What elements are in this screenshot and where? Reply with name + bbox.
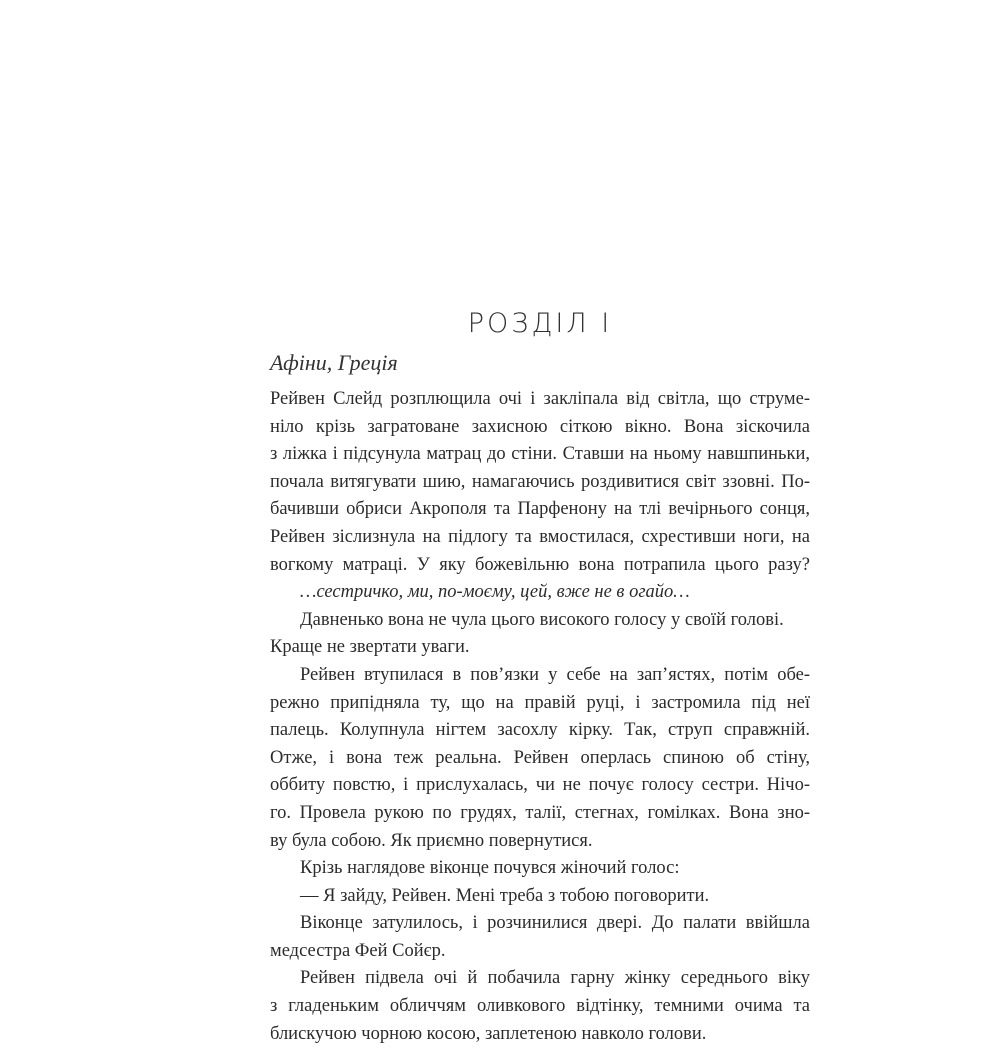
text-line: Отже, і вона теж реальна. Рейвен оперлась спиною об стіну, xyxy=(270,747,810,768)
chapter-body xyxy=(270,386,810,1048)
text-line: з гладеньким обличчям оливкового відтінку, темними очима та xyxy=(270,996,810,1017)
text-line: Рейвен Слейд розплющила очі і закліпала від світла, що струме- xyxy=(270,389,810,409)
text-line: бачивши обриси Акрополя та Парфенону на тлі вечірнього сонця, xyxy=(270,499,810,520)
text-line: Крізь наглядове віконце почувся жіночий голос: xyxy=(300,858,680,879)
text-line: медсестра Фей Сойєр. xyxy=(270,940,446,961)
chapter-title: РОЗДІЛ I xyxy=(467,308,613,339)
text-line: з ліжка і підсунула матрац до стіни. Ставши на ньому навшпиньки, xyxy=(270,444,810,465)
text-line: — Я зайду, Рейвен. Мені треба з тобою поговорити. xyxy=(300,885,710,906)
text-line: оббиту повстю, і прислухалась, чи не почує голосу сестри. Нічо- xyxy=(270,775,810,796)
chapter-location: Афіни, Греція xyxy=(270,350,398,375)
text-line: Рейвен втупилася в пов’язки у себе на зап’ястях, потім обе- xyxy=(300,664,810,685)
text-line: блискучою чорною косою, заплетеною навколо голови. xyxy=(270,1023,707,1044)
text-line: го. Провела рукою по грудях, талії, стегнах, гомілках. Вона зно- xyxy=(270,802,810,823)
text-line: ву була собою. Як приємно повернутися. xyxy=(270,830,593,851)
text-line-italic: …сестричко, ми, по-моєму, цей, вже не в огайо… xyxy=(300,582,690,603)
text-line: Віконце затулилось, і розчинилися двері. До палати ввійшла xyxy=(300,913,810,934)
text-line: режно припідняла ту, що на правій руці, і застромила під неї xyxy=(270,692,810,713)
text-line: Рейвен підвела очі й побачила гарну жінку середнього віку xyxy=(300,968,810,989)
text-line: почала витягувати шию, намагаючись роздивитися світ ззовні. По- xyxy=(270,471,810,492)
text-line: ніло крізь загратоване захисною сіткою вікно. Вона зіскочила xyxy=(270,416,810,437)
text-line: Давненько вона не чула цього високого голосу у своїй голові. xyxy=(300,609,784,630)
text-line: Краще не звертати уваги. xyxy=(270,637,470,658)
text-line: Рейвен зіслизнула на підлогу та вмостилася, схрестивши ноги, на xyxy=(270,526,810,547)
text-line: палець. Колупнула нігтем засохлу кірку. Так, струп справжній. xyxy=(270,720,810,741)
text-line: вогкому матраці. У яку божевільню вона потрапила цього разу? xyxy=(270,554,810,575)
